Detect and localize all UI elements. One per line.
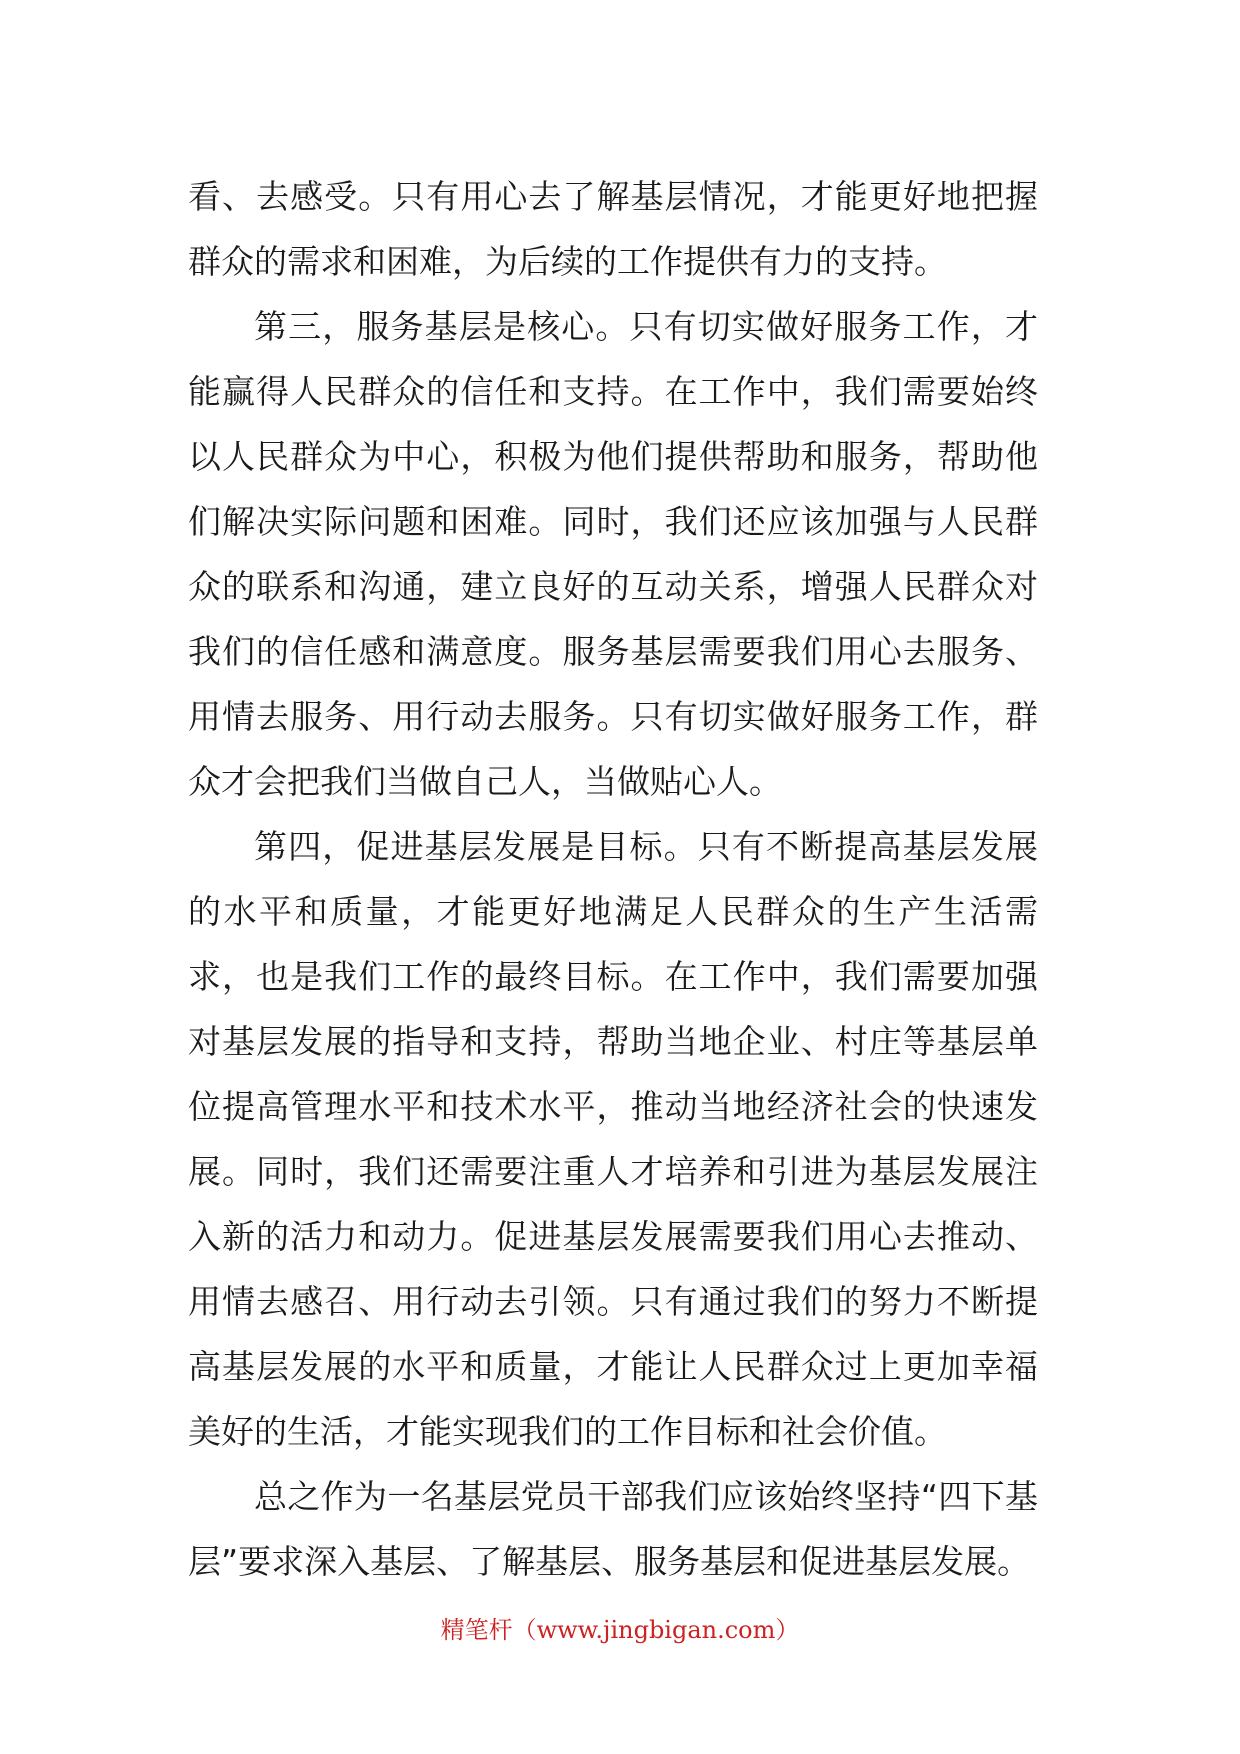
paragraph-conclusion: 总之作为一名基层党员干部我们应该始终坚持“四下基层”要求深入基层、了解基层、服务基层和促进基层发展。: [188, 1477, 1038, 1581]
paragraph-fourth-point: 第四，促进基层发展是目标。只有不断提高基层发展的水平和质量，才能更好地满足人民群众的生产生活需求，也是我们工作的最终目标。在工作中，我们需要加强对基层发展的指导和支持，帮助当地企业、村庄等基层单位提高管理水平和技术水平，推动当地经济社会的快速发展。同时，我们还需要注重人才培养和引进为基层发展注入新的活力和动力。促进基层发展需要我们用心去推动、用情去感召、用行动去引领。只有通过我们的努力不断提高基层发展的水平和质量，才能让人民群众过上更加幸福美好的生活，才能实现我们的工作目标和社会价值。: [188, 827, 1038, 1451]
paragraph-third-point: 第三，服务基层是核心。只有切实做好服务工作，才能赢得人民群众的信任和支持。在工作中，我们需要始终以人民群众为中心，积极为他们提供帮助和服务，帮助他们解决实际问题和困难。同时，我们还应该加强与人民群众的联系和沟通，建立良好的互动关系，增强人民群众对我们的信任感和满意度。服务基层需要我们用心去服务、用情去服务、用行动去服务。只有切实做好服务工作，群众才会把我们当做自己人，当做贴心人。: [188, 307, 1038, 801]
document-body: [188, 164, 1038, 1594]
footer-watermark: 精笔杆（www.jingbigan.com）: [440, 1616, 800, 1644]
paragraph-continuation: 看、去感受。只有用心去了解基层情况，才能更好地把握群众的需求和困难，为后续的工作提供有力的支持。: [188, 177, 1038, 281]
